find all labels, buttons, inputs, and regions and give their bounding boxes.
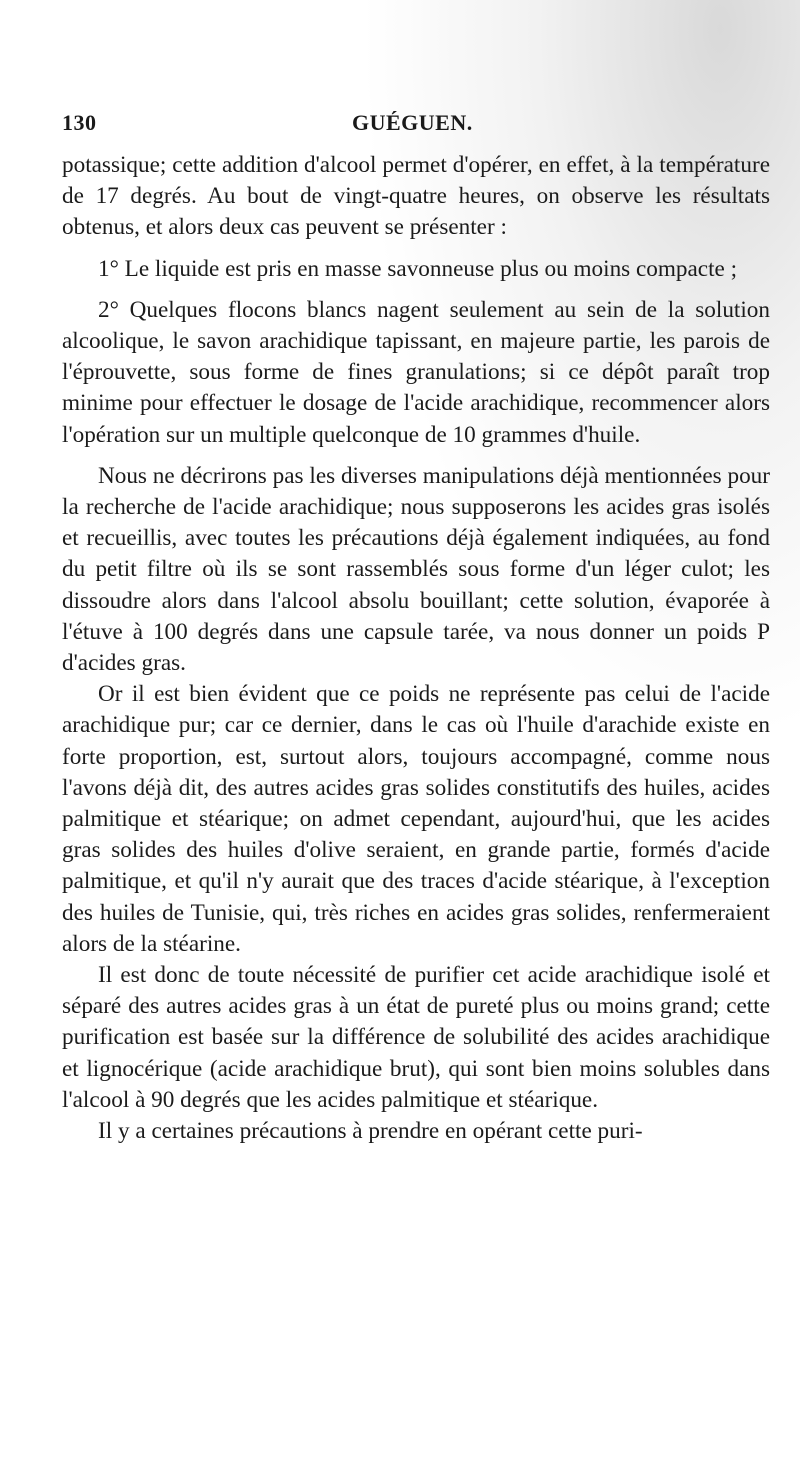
- paragraph-case-1: 1° Le liquide est pris en masse savonneuse plus ou moins compacte ;: [98, 255, 738, 282]
- paragraph-case-2: 2° Quelques flocons blancs nagent seulement au sein de la solution alcoolique, le savon arachidique tapissant, en majeure partie, les parois de l'éprouvette, sous forme de fines granulations; si ce dépôt paraît trop minime pour effectuer le dosage de l'acide arachidique, recommencer alors l'opération sur un multiple quelconque de 10 grammes d'huile.: [62, 296, 770, 448]
- body-text: [62, 150, 770, 1147]
- paragraph: Nous ne décrirons pas les diverses manipulations déjà mentionnées pour la recherche de l'acide arachidique; nous supposerons les acides gras isolés et recueillis, avec toutes les précautions déjà également indiquées, au fond du petit filtre où ils se sont rassemblés sous forme d'un léger culot; les dissoudre alors dans l'alcool absolu bouillant; cette solution, évaporée à l'étuve à 100 degrés dans une capsule tarée, va nous donner un poids P d'acides gras.: [62, 462, 770, 677]
- paragraph: Il est donc de toute nécessité de purifier cet acide arachidique isolé et séparé des autres acides gras à un état de pureté plus ou moins grand; cette purification est basée sur la différence de solubilité des acides arachidique et lignocérique (acide arachidique brut), qui sont bien moins solubles dans l'alcool à 90 degrés que les acides palmitique et stéarique.: [62, 962, 770, 1113]
- page-number: 130: [62, 110, 97, 135]
- page-header: [62, 110, 742, 140]
- paragraph: Or il est bien évident que ce poids ne représente pas celui de l'acide arachidique pur; car ce dernier, dans le cas où l'huile d'arachide existe en forte proportion, est, surtout alors, toujours accompagné, comme nous l'avons déjà dit, des autres acides gras solides constitutifs des huiles, acides palmitique et stéarique; on admet cependant, aujourd'hui, que les acides gras solides des huiles d'olive seraient, en grande partie, formés d'acide palmitique, et qu'il n'y aurait que des traces d'acide stéarique, à l'exception des huiles de Tunisie, qui, très riches en acides gras solides, renfermeraient alors de la stéarine.: [62, 681, 770, 957]
- paragraph-continuation: potassique; cette addition d'alcool permet d'opérer, en effet, à la température de 17 degrés. Au bout de vingt-quatre heures, on observe les résultats obtenus, et alors deux cas peuvent se présenter :: [62, 152, 770, 241]
- running-title: GUÉGUEN.: [352, 110, 473, 135]
- paragraph: Il y a certaines précautions à prendre en opérant cette puri-: [98, 1118, 643, 1145]
